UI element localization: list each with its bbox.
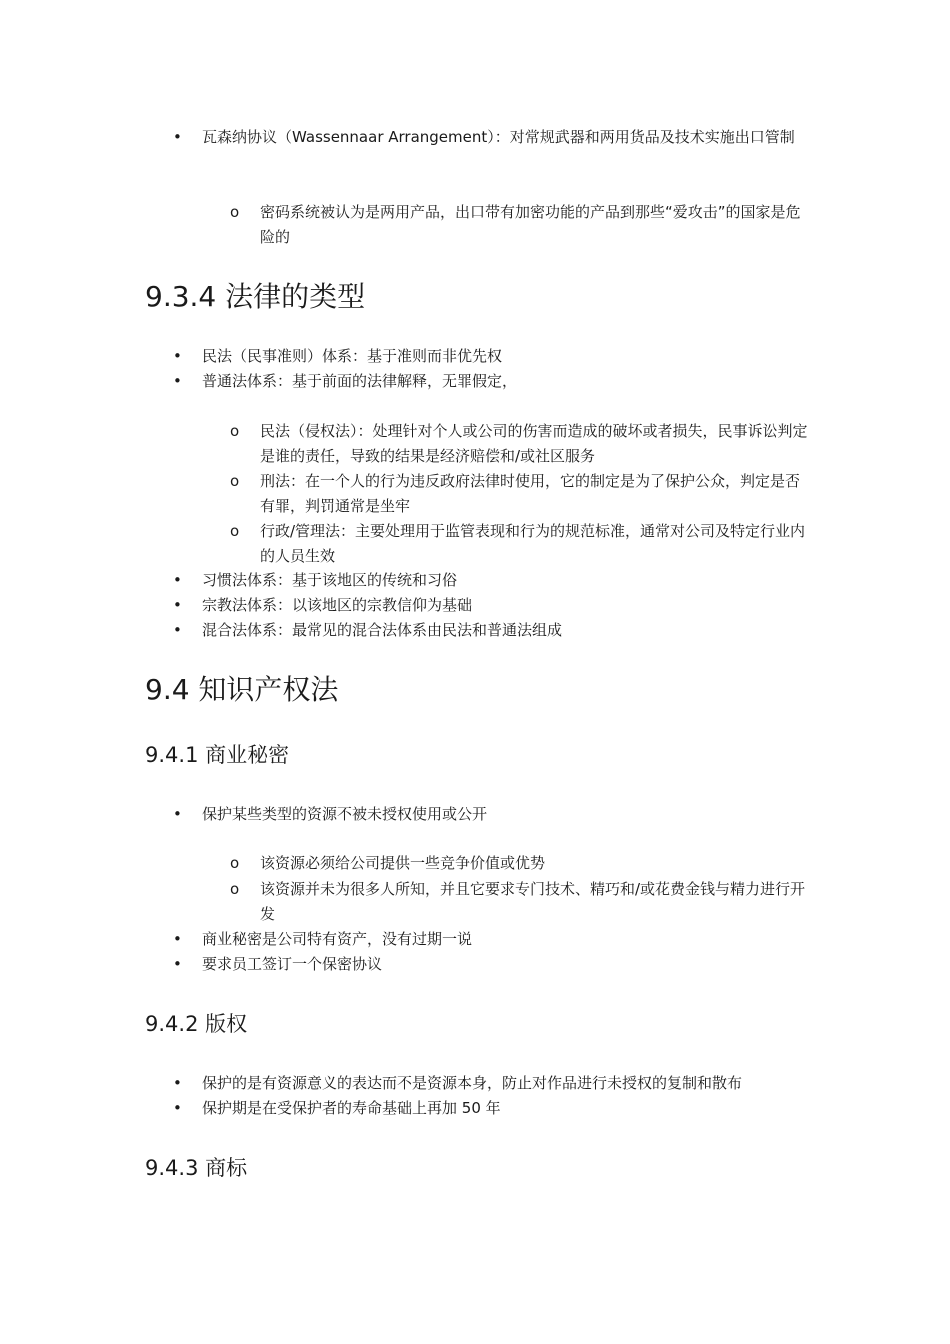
sub-bullet: o <box>230 472 240 490</box>
bullet: • <box>173 621 182 639</box>
sub-bullet: o <box>230 203 240 221</box>
list-item: 保护某些类型的资源不被未授权使用或公开 <box>202 805 488 823</box>
bullet: • <box>173 930 182 948</box>
list-item-wassenaar: 瓦森纳协议（Wassennaar Arrangement）：对常规武器和两用货品及技术实施出口管制 <box>202 128 795 146</box>
sub-item: 民法（侵权法）：处理针对个人或公司的伤害而造成的破坏或者损失，民事诉讼判定是谁的责任，导致的结果是经济赔偿和/或社区服务 <box>260 422 808 465</box>
list-item: 普通法体系：基于前面的法律解释，无罪假定， <box>202 372 518 390</box>
list-item: 要求员工签订一个保密协议 <box>202 955 383 973</box>
sub-item: 刑法：在一个人的行为违反政府法律时使用，它的制定是为了保护公众，判定是否有罪，判罚通常是坐牢 <box>260 472 801 515</box>
list-item: 混合法体系：最常见的混合法体系由民法和普通法组成 <box>202 621 563 639</box>
section-heading-9-4-3: 9.4.3 商标 <box>145 1156 248 1180</box>
section-heading-9-3-4: 9.3.4 法律的类型 <box>145 280 366 313</box>
list-item: 保护的是有资源意义的表达而不是资源本身，防止对作品进行未授权的复制和散布 <box>202 1074 743 1092</box>
sub-item: 该资源并未为很多人所知，并且它要求专门技术、精巧和/或花费金钱与精力进行开发 <box>260 880 806 923</box>
sub-bullet: o <box>230 854 240 872</box>
list-item: 宗教法体系：以该地区的宗教信仰为基础 <box>202 596 473 614</box>
list-item: 民法（民事准则）体系：基于准则而非优先权 <box>202 347 503 365</box>
sub-bullet: o <box>230 422 240 440</box>
sub-bullet: o <box>230 880 240 898</box>
bullet: • <box>173 805 182 823</box>
section-heading-9-4-1: 9.4.1 商业秘密 <box>145 743 290 767</box>
bullet: • <box>173 1074 182 1092</box>
list-item: 商业秘密是公司特有资产，没有过期一说 <box>202 930 473 948</box>
bullet: • <box>173 1099 182 1117</box>
bullet: • <box>173 596 182 614</box>
bullet: • <box>173 955 182 973</box>
sub-bullet: o <box>230 522 240 540</box>
list-item: 保护期是在受保护者的寿命基础上再加 50 年 <box>202 1099 501 1117</box>
sub-item-crypto: 密码系统被认为是两用产品，出口带有加密功能的产品到那些“爱攻击”的国家是危险的 <box>260 203 801 246</box>
section-heading-9-4: 9.4 知识产权法 <box>145 673 339 706</box>
list-item: 习惯法体系：基于该地区的传统和习俗 <box>202 571 458 589</box>
sub-item: 行政/管理法：主要处理用于监管表现和行为的规范标准，通常对公司及特定行业内的人员生效 <box>260 522 806 565</box>
section-heading-9-4-2: 9.4.2 版权 <box>145 1012 248 1036</box>
bullet: • <box>173 347 182 365</box>
sub-item: 该资源必须给公司提供一些竞争价值或优势 <box>260 854 546 872</box>
bullet: • <box>173 571 182 589</box>
bullet: • <box>173 372 182 390</box>
bullet: • <box>173 128 182 146</box>
